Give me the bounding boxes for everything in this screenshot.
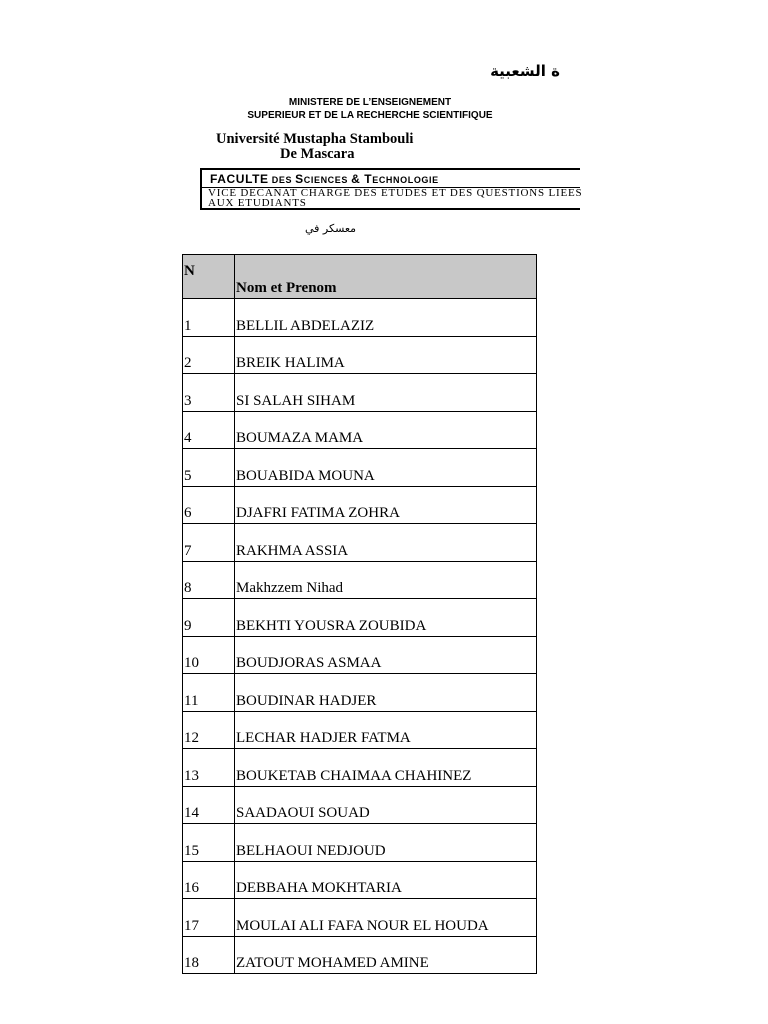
table-row [183,486,537,524]
table-row [183,936,537,974]
faculty-echnologie: ECHNOLOGIE [372,175,439,185]
student-name: BELHAOUI NEDJOUD [235,824,537,862]
faculty-box [200,168,583,210]
column-header-name: Nom et Prenom [235,255,537,299]
student-name: DJAFRI FATIMA ZOHRA [235,486,537,524]
faculty-word: FACULTE [210,172,269,186]
table-row [183,524,537,562]
table-row [183,599,537,637]
student-name: BOUDJORAS ASMAA [235,636,537,674]
table-row [183,336,537,374]
table-row [183,636,537,674]
column-header-n: N [183,255,235,299]
row-number: 9 [183,599,235,637]
student-name: BOUKETAB CHAIMAA CHAHINEZ [235,749,537,787]
table-row [183,824,537,862]
faculty-title [210,172,439,186]
ministry-line-2: SUPERIEUR ET DE LA RECHERCHE SCIENTIFIQUE [247,110,493,121]
table-header-row [183,255,537,299]
table-row [183,449,537,487]
row-number: 14 [183,786,235,824]
arabic-republic-heading: ة الشعبية [490,62,560,80]
university-line-1: Université Mustapha Stambouli [216,131,414,147]
row-number: 18 [183,936,235,974]
student-name: BOUMAZA MAMA [235,411,537,449]
faculty-s: S [295,172,304,186]
row-number: 8 [183,561,235,599]
row-number: 17 [183,899,235,937]
table-row [183,711,537,749]
row-number: 10 [183,636,235,674]
row-number: 2 [183,336,235,374]
students-table [182,254,537,974]
row-number: 1 [183,299,235,337]
student-name: LECHAR HADJER FATMA [235,711,537,749]
university-line-2: De Mascara [280,146,355,162]
row-number: 12 [183,711,235,749]
student-name: ZATOUT MOHAMED AMINE [235,936,537,974]
table-row [183,299,537,337]
student-name: SI SALAH SIHAM [235,374,537,412]
vice-line-2: AUX ETUDIANTS [208,197,307,209]
university-heading [216,132,413,162]
student-name: MOULAI ALI FAFA NOUR EL HOUDA [235,899,537,937]
ministry-line-1: MINISTERE DE L’ENSEIGNEMENT [288,97,452,108]
ministry-heading [200,96,540,122]
row-number: 7 [183,524,235,562]
student-name: Makhzzem Nihad [235,561,537,599]
table-row [183,899,537,937]
table-row [183,749,537,787]
student-name: BEKHTI YOUSRA ZOUBIDA [235,599,537,637]
student-name: BELLIL ABDELAZIZ [235,299,537,337]
table-row [183,786,537,824]
row-number: 5 [183,449,235,487]
faculty-and-t: & T [351,172,373,186]
row-number: 3 [183,374,235,412]
row-number: 4 [183,411,235,449]
table-row [183,561,537,599]
table-row [183,374,537,412]
row-number: 16 [183,861,235,899]
row-number: 15 [183,824,235,862]
student-name: BOUABIDA MOUNA [235,449,537,487]
table-row [183,674,537,712]
row-number: 11 [183,674,235,712]
row-number: 6 [183,486,235,524]
vice-decanat [208,188,582,208]
student-name: BREIK HALIMA [235,336,537,374]
row-number: 13 [183,749,235,787]
vice-line-1: VICE DECANAT CHARGE DES ETUDES ET DES QUESTIONS LIEES [208,187,583,199]
arabic-city-date: معسكر في [305,222,357,235]
faculty-ciences: CIENCES [303,175,352,185]
table-row [183,861,537,899]
faculty-des: DES [268,175,296,185]
student-name: DEBBAHA MOKHTARIA [235,861,537,899]
table-row [183,411,537,449]
student-name: SAADAOUI SOUAD [235,786,537,824]
student-name: BOUDINAR HADJER [235,674,537,712]
student-name: RAKHMA ASSIA [235,524,537,562]
